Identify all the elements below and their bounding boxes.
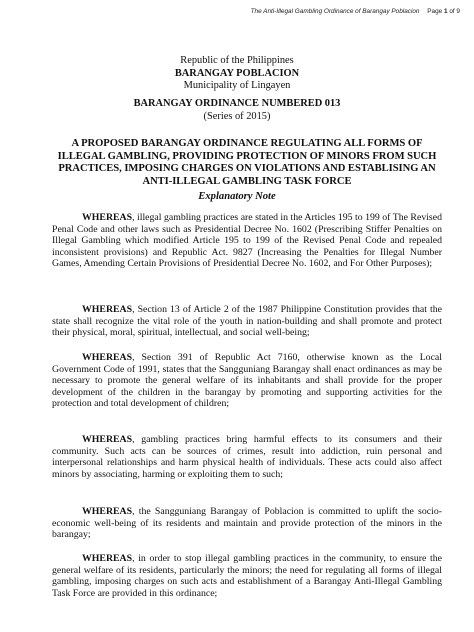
paragraph-text: , illegal gambling practices are stated in the Articles 195 to 199 of The Revised Penal Code and other laws such as Presidential Decree No. 1602 (Prescribing Stiffer Penalties on Illegal Gambling which modified Article 195 to 199 of the Revised Penal Code and repealed inconsistent provisions) and Republic Act. 9827 (Increasing the Penalties for Illegal Number Games, Amending Certain Provisions of Presidential Decree No. 1602, and For Other Purposes); (52, 212, 442, 270)
running-header (251, 8, 460, 15)
paragraph-text: , in order to stop illegal gambling practices in the community, to ensure the general welfare of its residents, particularly the minors; the need for regulating all forms of illegal gambling, imposing charges on such acts and establishment of a Barangay Anti-Illegal Gambling Task Force are provided in this ordinance; (52, 553, 442, 599)
whereas-paragraph-4 (52, 434, 442, 480)
whereas-label: WHEREAS (82, 434, 133, 445)
paragraph-text: , the Sangguniang Barangay of Poblacion is committed to uplift the socio-economic well-being of its residents and maintain and provide protection of the minors in the barangay; (52, 506, 442, 541)
page-number: 1 (443, 8, 448, 15)
whereas-paragraph-1 (52, 212, 442, 270)
ordinance-title: A PROPOSED BARANGAY ORDINANCE REGULATING ALL FORMS OF ILLEGAL GAMBLING, PROVIDING PROTECTION OF MINORS FROM SUCH PRACTICES, IMPOSING CHARGES ON VIOLATIONS AND ESTABLISING AN ANTI-ILLEGAL GAMBLING TASK FORCE (57, 138, 437, 187)
whereas-paragraph-6 (52, 553, 442, 599)
whereas-label: WHEREAS (82, 553, 133, 564)
whereas-label: WHEREAS (82, 212, 133, 223)
whereas-label: WHEREAS (82, 506, 133, 517)
republic-line: Republic of the Philippines (180, 55, 294, 66)
whereas-paragraph-5 (52, 506, 442, 541)
page-indicator (427, 8, 460, 15)
whereas-paragraph-3 (52, 352, 442, 410)
municipality-line: Municipality of Lingayen (183, 80, 291, 92)
series-line: (Series of 2015) (203, 110, 271, 122)
paragraph-text: , Section 13 of Article 2 of the 1987 Philippine Constitution provides that the state shall recognize the vital role of the youth in nation-building and shall promote and protect their physical, moral, spiritual, intellectual, and social well-being; (52, 304, 442, 339)
barangay-name: BARANGAY POBLACION (174, 67, 300, 79)
paragraph-text: , Section 391 of Republic Act 7160, otherwise known as the Local Government Code of 1991, states that the Sangguniang Barangay shall enact ordinances as may be necessary to promote the general welfare of its inhabitants and shall provide for the proper development of the children in the barangay by promoting and supporting activities for the protection and total development of children; (52, 352, 442, 410)
page-total: of 9 (449, 8, 460, 15)
ordinance-header (0, 98, 474, 123)
running-header-title: The Anti-Illegal Gambling Ordinance of Barangay Poblacion (250, 8, 420, 15)
paragraph-text: , gambling practices bring harmful effects to its consumers and their community. Such acts can be sources of crimes, result into addiction, ruin personal and interpersonal relationships and harm physical health of individuals. These acts could also affect minors by associating, harming or exploiting them to such; (52, 434, 442, 480)
page-prefix: Page (427, 8, 443, 15)
whereas-paragraph-2 (52, 304, 442, 339)
letterhead (0, 55, 474, 93)
ordinance-number: BARANGAY ORDINANCE NUMBERED 013 (133, 98, 341, 109)
whereas-label: WHEREAS (82, 352, 133, 363)
whereas-label: WHEREAS (82, 304, 133, 315)
explanatory-note-heading: Explanatory Note (198, 191, 276, 202)
